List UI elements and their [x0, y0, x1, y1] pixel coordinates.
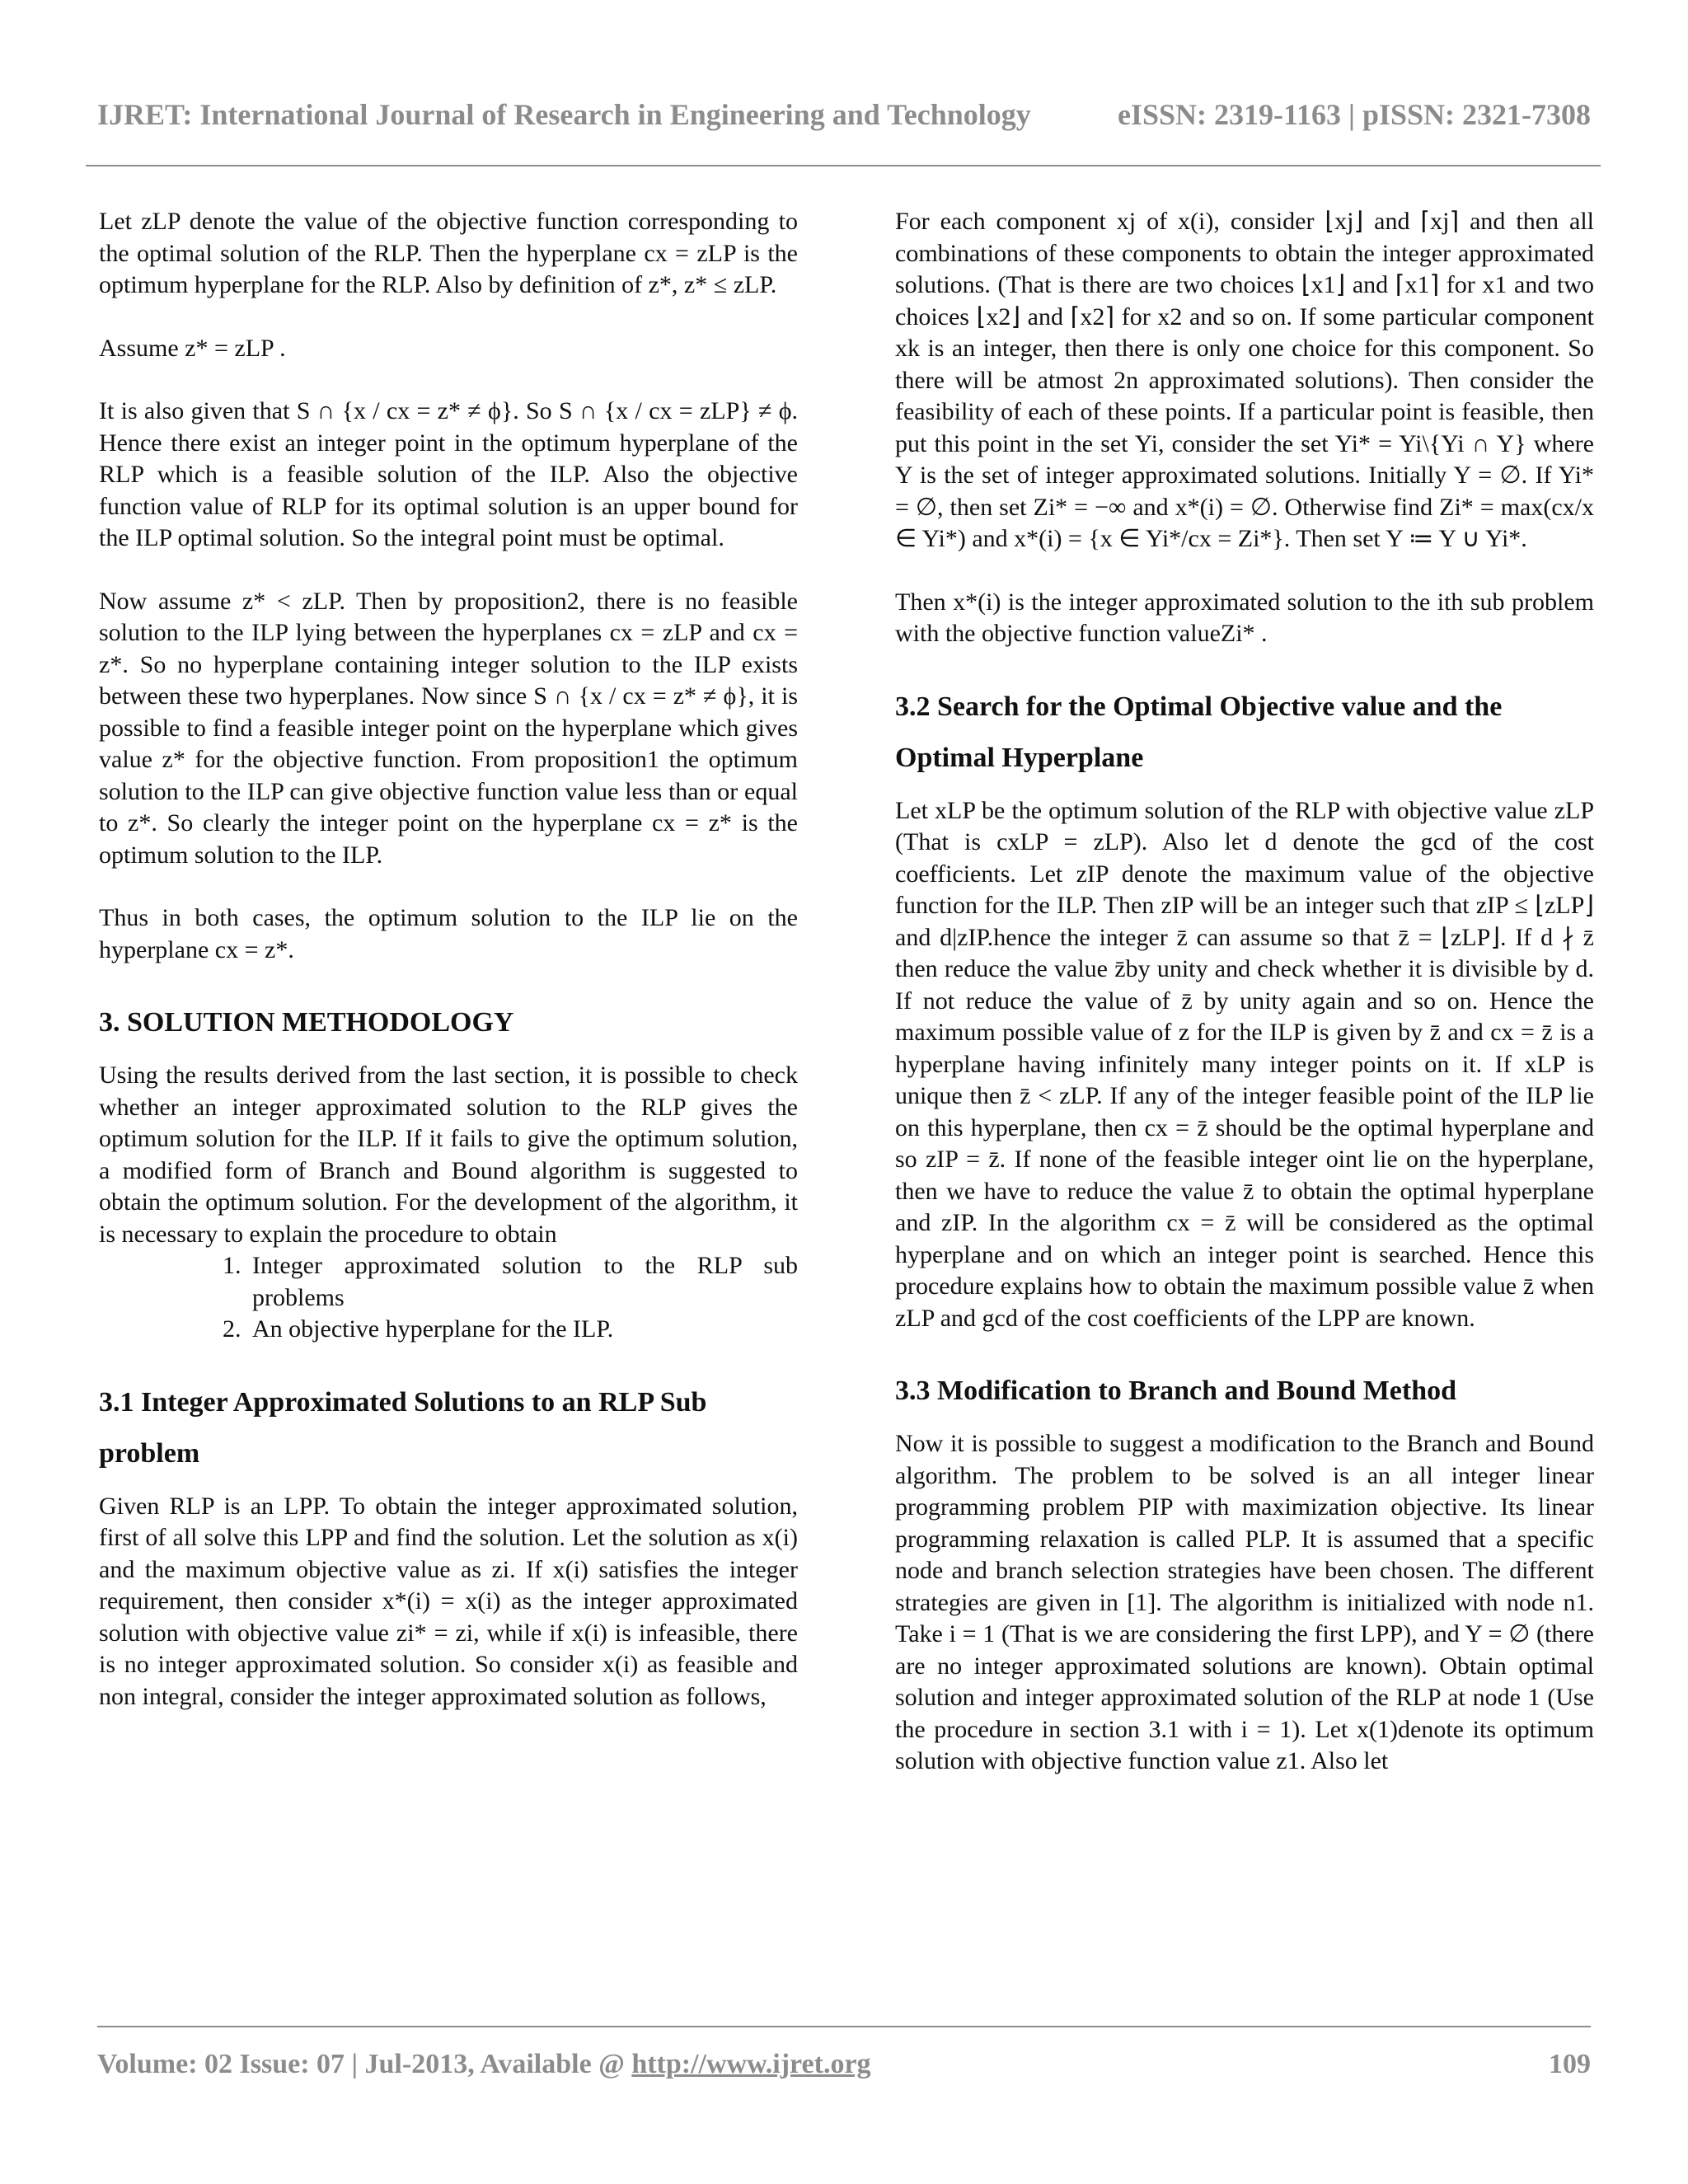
header-rule [86, 165, 1601, 166]
right-column [895, 206, 1594, 1809]
section-heading: 3.1 Integer Approximated Solutions to an RLP Sub problem [99, 1386, 707, 1469]
volume-text: Volume: 02 Issue: 07 | Jul-2013, Available @ [97, 2049, 625, 2079]
journal-title: IJRET: International Journal of Research in Engineering and Technology [97, 98, 1031, 131]
journal-header [97, 97, 1591, 132]
paragraph: Now assume z* < zLP. Then by proposition2, there is no feasible solution to the ILP lying between the hyperplanes cx = zLP and cx = z*. So no hyperplane containing integer solution to the ILP exists between these two hyperplanes. Now since S ∩ {x / cx = z* ≠ ϕ}, it is possible to find a feasible integer point on the hyperplane which gives value z* for the objective function. From proposition1 the optimum solution to the ILP can give objective function value less than or equal to z*. So clearly the integer point on the hyperplane cx = z* is the optimum solution to the ILP. [99, 587, 798, 869]
section-heading: 3.2 Search for the Optimal Objective value and the Optimal Hyperplane [895, 691, 1503, 773]
paragraph: Let zLP denote the value of the objective function corresponding to the optimal solution of the RLP. Then the hyperplane cx = zLP is the optimum hyperplane for the RLP. Also by definition of z*, z* ≤ zLP. [99, 208, 798, 298]
issn: eISSN: 2319-1163 | pISSN: 2321-7308 [1118, 98, 1591, 131]
section-heading: 3. SOLUTION METHODOLOGY [99, 1007, 514, 1038]
paragraph: Given RLP is an LPP. To obtain the integer approximated solution, first of all solve this LPP and find the solution. Let the solution as x(i) and the maximum objective value as zi. If x(i) satisfies the integer requirement, then consider x*(i) = x(i) as the integer approximated solution with objective value zi* = zi, while if x(i) is infeasible, there is no integer approximated solution. So consider x(i) as feasible and non integral, consider the integer approximated solution as follows, [99, 1492, 798, 1710]
paragraph: Let xLP be the optimum solution of the RLP with objective value zLP (That is cxLP = zLP). Also let d denote the gcd of the cost coefficients. Let zIP denote the maximum value of the objective function for the ILP. Then zIP will be an integer such that zIP ≤ ⌊zLP⌋ and d|zIP.hence the integer z̄ can assume so that z̄ = ⌊zLP⌋. If d ∤ z̄ then reduce the value z̄by unity and check whether it is divisible by d. If not reduce the value of z̄ by unity again and so on. Hence the maximum possible value of z for the ILP is given by z̄ and cx = z̄ is a hyperplane having infinitely many integer points on it. If xLP is unique then z̄ < zLP. If any of the integer feasible point of the ILP lie on this hyperplane, then cx = z̄ should be the optimal hyperplane and so zIP = z̄. If none of the feasible integer oint lie on the hyperplane, then we have to reduce the value z̄ to obtain the optimal hyperplane and zIP. In the algorithm cx = z̄ will be considered as the optimal hyperplane and on which an integer point is searched. Hence this procedure explains how to obtain the maximum possible value z̄ when zLP and gcd of the cost coefficients of the LPP are known. [895, 796, 1594, 1332]
paragraph: Then x*(i) is the integer approximated solution to the ith sub problem with the objective function valueZi* . [895, 588, 1594, 647]
list-item: 1. Integer approximated solution to the RLP sub problems [247, 1250, 798, 1314]
paragraph: Now it is possible to suggest a modification to the Branch and Bound algorithm. The problem to be solved is an all integer linear programming problem PIP with maximization objective. Its linear programming relaxation is called PLP. It is assumed that a specific node and branch selection strategies have been chosen. The different strategies are given in [1]. The algorithm is initialized with node n1. Take i = 1 (That is we are considering the first LPP), and Y = ∅ (there are no integer approximated solutions are known). Obtain optimal solution and integer approximated solution of the RLP at node 1 (Use the procedure in section 3.1 with i = 1). Let x(1)denote its optimum solution with objective function value z1. Also let [895, 1430, 1594, 1774]
footer-rule [97, 2026, 1591, 2027]
journal-link[interactable]: http://www.ijret.org [631, 2049, 871, 2079]
paragraph: For each component xj of x(i), consider ⌊xj⌋ and ⌈xj⌉ and then all combinations of these components to obtain the integer approximated solutions. (That is there are two choices ⌊x1⌋ and ⌈x1⌉ for x1 and two choices ⌊x2⌋ and ⌈x2⌉ for x2 and so on. If some particular component xk is an integer, then there is only one choice for this component. So there will be atmost 2n approximated solutions). Then consider the feasibility of each of these points. If a particular point is feasible, then put this point in the set Yi, consider the set Yi* = Yi\{Yi ∩ Y} where Y is the set of integer approximated solutions. Initially Y = ∅. If Yi* = ∅, then set Zi* = −∞ and x*(i) = ∅. Otherwise find Zi* = max(cx/x ∈ Yi*) and x*(i) = {x ∈ Yi*/cx = Zi*}. Then set Y ≔ Y ∪ Yi*. [895, 208, 1594, 552]
footer-volume [97, 2049, 871, 2080]
list-item: 2. An objective hyperplane for the ILP. [247, 1314, 798, 1346]
paragraph: Thus in both cases, the optimum solution to the ILP lie on the hyperplane cx = z*. [99, 904, 798, 963]
left-column [99, 206, 798, 1744]
paragraph: Using the results derived from the last section, it is possible to check whether an integer approximated solution to the RLP gives the optimum solution for the ILP. If it fails to give the optimum solution, a modified form of Branch and Bound algorithm is suggested to obtain the optimum solution. For the development of the algorithm, it is necessary to explain the procedure to obtain [99, 1062, 798, 1248]
paragraph: It is also given that S ∩ {x / cx = z* ≠ ϕ}. So S ∩ {x / cx = zLP} ≠ ϕ. Hence there exist an integer point in the optimum hyperplane of the RLP which is a feasible solution of the ILP. Also the objective function value of RLP for its optimal solution is an upper bound for the ILP optimal solution. So the integral point must be optimal. [99, 397, 798, 551]
page-footer [97, 2049, 1591, 2080]
paragraph: Assume z* = zLP . [99, 334, 286, 362]
section-heading: 3.3 Modification to Branch and Bound Method [895, 1376, 1457, 1406]
page-number: 109 [1549, 2049, 1591, 2079]
procedure-list [99, 1250, 798, 1346]
